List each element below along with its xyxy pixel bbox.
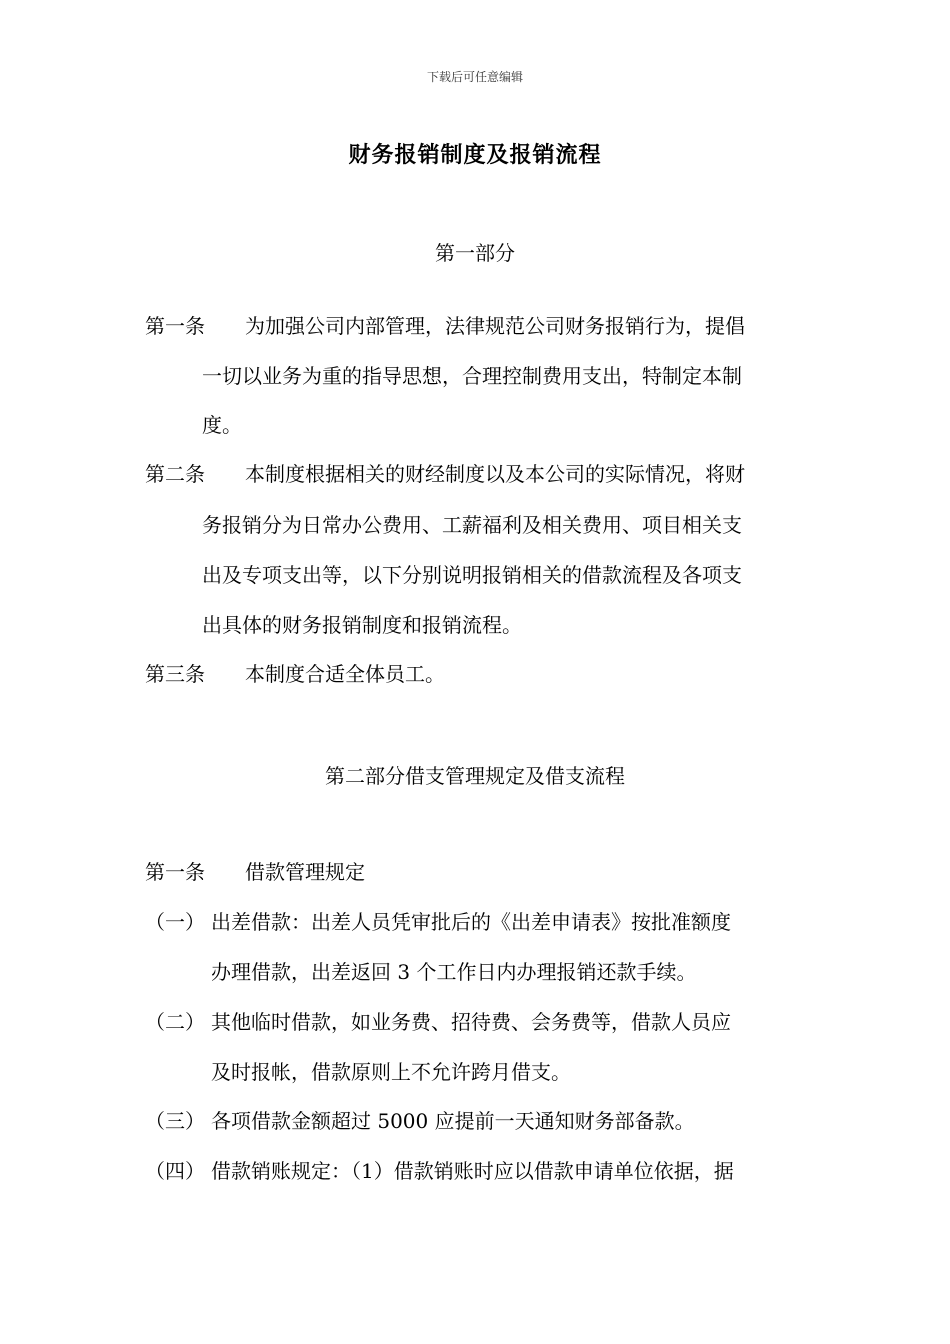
- item-text-line: 出差借款：出差人员凭审批后的《出差申请表》按批准额度: [211, 910, 731, 934]
- part2-heading: 第二部分借支管理规定及借支流程: [325, 764, 625, 788]
- item-text-line: 借款销账规定：（1）借款销账时应以借款申请单位依据，据: [211, 1159, 734, 1183]
- article-text-line: 本制度根据相关的财经制度以及本公司的实际情况，将财: [245, 462, 745, 486]
- article-text-line: 一切以业务为重的指导思想，合理控制费用支出，特制定本制: [202, 364, 742, 388]
- item-text-line: 办理借款，出差返回 3 个工作日内办理报销还款手续。: [211, 960, 697, 984]
- article-label: 第二条: [145, 462, 205, 486]
- item-label: （一）: [145, 910, 205, 934]
- article-text-line: 为加强公司内部管理，法律规范公司财务报销行为，提倡: [245, 314, 745, 338]
- article-text-line: 务报销分为日常办公费用、工薪福利及相关费用、项目相关支: [202, 513, 742, 537]
- article-text-line: 借款管理规定: [245, 860, 365, 884]
- header-note: 下载后可任意编辑: [426, 70, 523, 84]
- article-label: 第三条: [145, 662, 205, 686]
- article-text-line: 出具体的财务报销制度和报销流程。: [202, 613, 522, 637]
- item-text-line: 其他临时借款，如业务费、招待费、会务费等，借款人员应: [211, 1010, 731, 1034]
- item-label: （二）: [145, 1010, 205, 1034]
- item-text-line: 各项借款金额超过 5000 应提前一天通知财务部备款。: [211, 1109, 695, 1133]
- item-label: （三）: [145, 1109, 205, 1133]
- article-text-line: 出及专项支出等，以下分别说明报销相关的借款流程及各项支: [202, 563, 742, 587]
- item-label: （四）: [145, 1159, 205, 1183]
- article-text-line: 本制度合适全体员工。: [245, 662, 445, 686]
- part1-heading: 第一部分: [435, 241, 515, 265]
- article-label: 第一条: [145, 860, 205, 884]
- article-label: 第一条: [145, 314, 205, 338]
- article-text-line: 度。: [202, 413, 242, 437]
- document-title: 财务报销制度及报销流程: [348, 142, 602, 168]
- item-text-line: 及时报帐，借款原则上不允许跨月借支。: [211, 1060, 571, 1084]
